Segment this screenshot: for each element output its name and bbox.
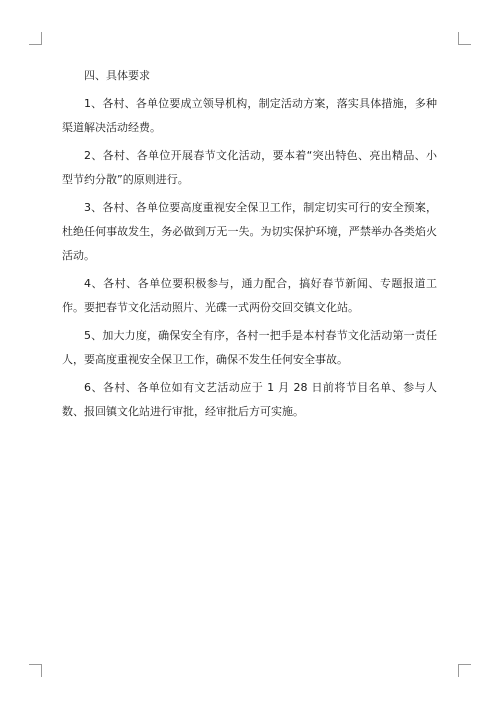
crop-mark-top-left <box>29 32 42 45</box>
paragraph-1: 1、各村、各单位要成立领导机构，制定活动方案，落实具体措施，多种渠道解决活动经费。 <box>62 97 437 134</box>
paragraph-5: 5、加大力度，确保安全有序，各村一把手是本村春节文化活动第一责任人，要高度重视安全保卫工作，确保不发生任何安全事故。 <box>62 329 437 366</box>
document-body <box>62 64 437 428</box>
crop-mark-bottom-right <box>458 664 471 677</box>
paragraph-2: 2、各村、各单位开展春节文化活动，要本着“突出特色、亮出精品、小型节约分散”的原则进行。 <box>62 149 437 186</box>
paragraph-3: 3、各村、各单位要高度重视安全保卫工作，制定切实可行的安全预案，杜绝任何事故发生，务必做到万无一失。为切实保护环境，严禁举办各类焰火活动。 <box>62 201 437 262</box>
paragraph-4: 4、各村、各单位要积极参与，通力配合，搞好春节新闻、专题报道工作。要把春节文化活动照片、光碟一式两份交回交镇文化站。 <box>62 277 437 314</box>
crop-mark-bottom-left <box>29 664 42 677</box>
section-heading: 四、具体要求 <box>84 69 150 82</box>
paragraph-6: 6、各村、各单位如有文艺活动应于 1 月 28 日前将节目名单、参与人数、报回镇文化站进行审批，经审批后方可实施。 <box>62 381 437 418</box>
crop-mark-top-right <box>458 32 471 45</box>
